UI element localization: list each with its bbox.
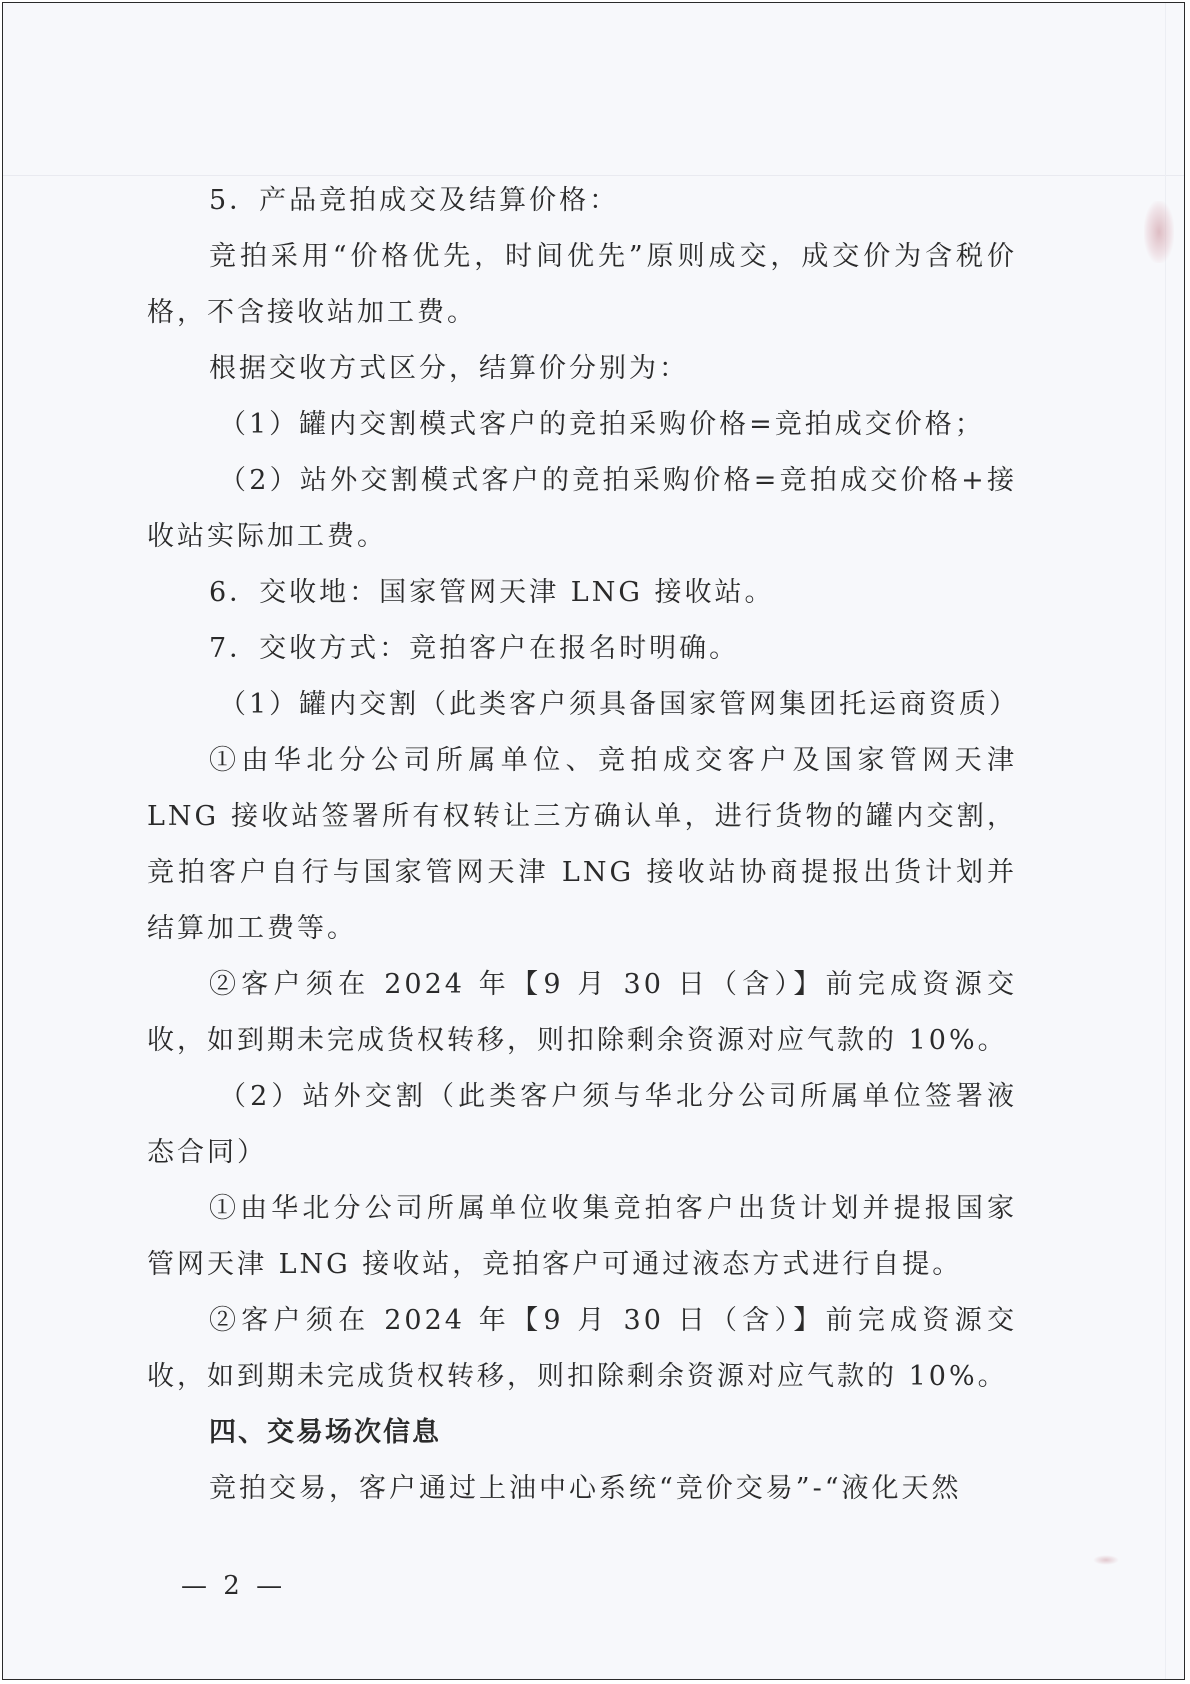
tank-delivery-item-2: ②客户须在 2024 年【9 月 30 日（含）】前完成资源交收，如到期未完成货权转移，则扣除剩余资源对应气款的 10%。 <box>147 969 1017 1056</box>
offsite-delivery-item-1: ①由华北分公司所属单位收集竞拍客户出货计划并提报国家管网天津 LNG 接收站，竞拍客户可通过液态方式进行自提。 <box>147 1193 1017 1280</box>
tank-delivery-item-1: ①由华北分公司所属单位、竞拍成交客户及国家管网天津 LNG 接收站签署所有权转让三方确认单，进行货物的罐内交割，竞拍客户自行与国家管网天津 LNG 接收站协商提报出货计划并结算加工费等。 <box>147 745 1017 944</box>
section-6-delivery-location: 6．交收地：国家管网天津 LNG 接收站。 <box>209 577 775 608</box>
tank-delivery-title: （1）罐内交割（此类客户须具备国家管网集团托运商资质） <box>219 689 1020 720</box>
settlement-item-1: （1）罐内交割模式客户的竞拍采购价格=竞拍成交价格； <box>219 409 985 440</box>
section-4-heading: 四、交易场次信息 <box>209 1417 441 1448</box>
trading-session-paragraph: 竞拍交易，客户通过上油中心系统“竞价交易”-“液化天然 <box>209 1473 962 1504</box>
document-page <box>2 2 1185 1680</box>
section-7-delivery-method: 7．交收方式：竞拍客户在报名时明确。 <box>209 633 740 664</box>
seal-stamp-edge <box>1144 201 1174 263</box>
pricing-rule-paragraph: 竞拍采用“价格优先，时间优先”原则成交，成交价为含税价格，不含接收站加工费。 <box>147 241 1017 328</box>
offsite-delivery-title: （2）站外交割（此类客户须与华北分公司所属单位签署液态合同） <box>147 1081 1017 1168</box>
document-body <box>147 173 1020 1517</box>
settlement-item-2: （2）站外交割模式客户的竞拍采购价格=竞拍成交价格+接收站实际加工费。 <box>147 465 1017 552</box>
section-5-title: 5．产品竞拍成交及结算价格： <box>209 185 620 216</box>
settlement-intro-paragraph: 根据交收方式区分，结算价分别为： <box>209 353 689 384</box>
page-number: — 2 — <box>181 1571 287 1601</box>
offsite-delivery-item-2: ②客户须在 2024 年【9 月 30 日（含）】前完成资源交收，如到期未完成货权转移，则扣除剩余资源对应气款的 10%。 <box>147 1305 1017 1392</box>
ink-smudge <box>1093 1555 1119 1565</box>
